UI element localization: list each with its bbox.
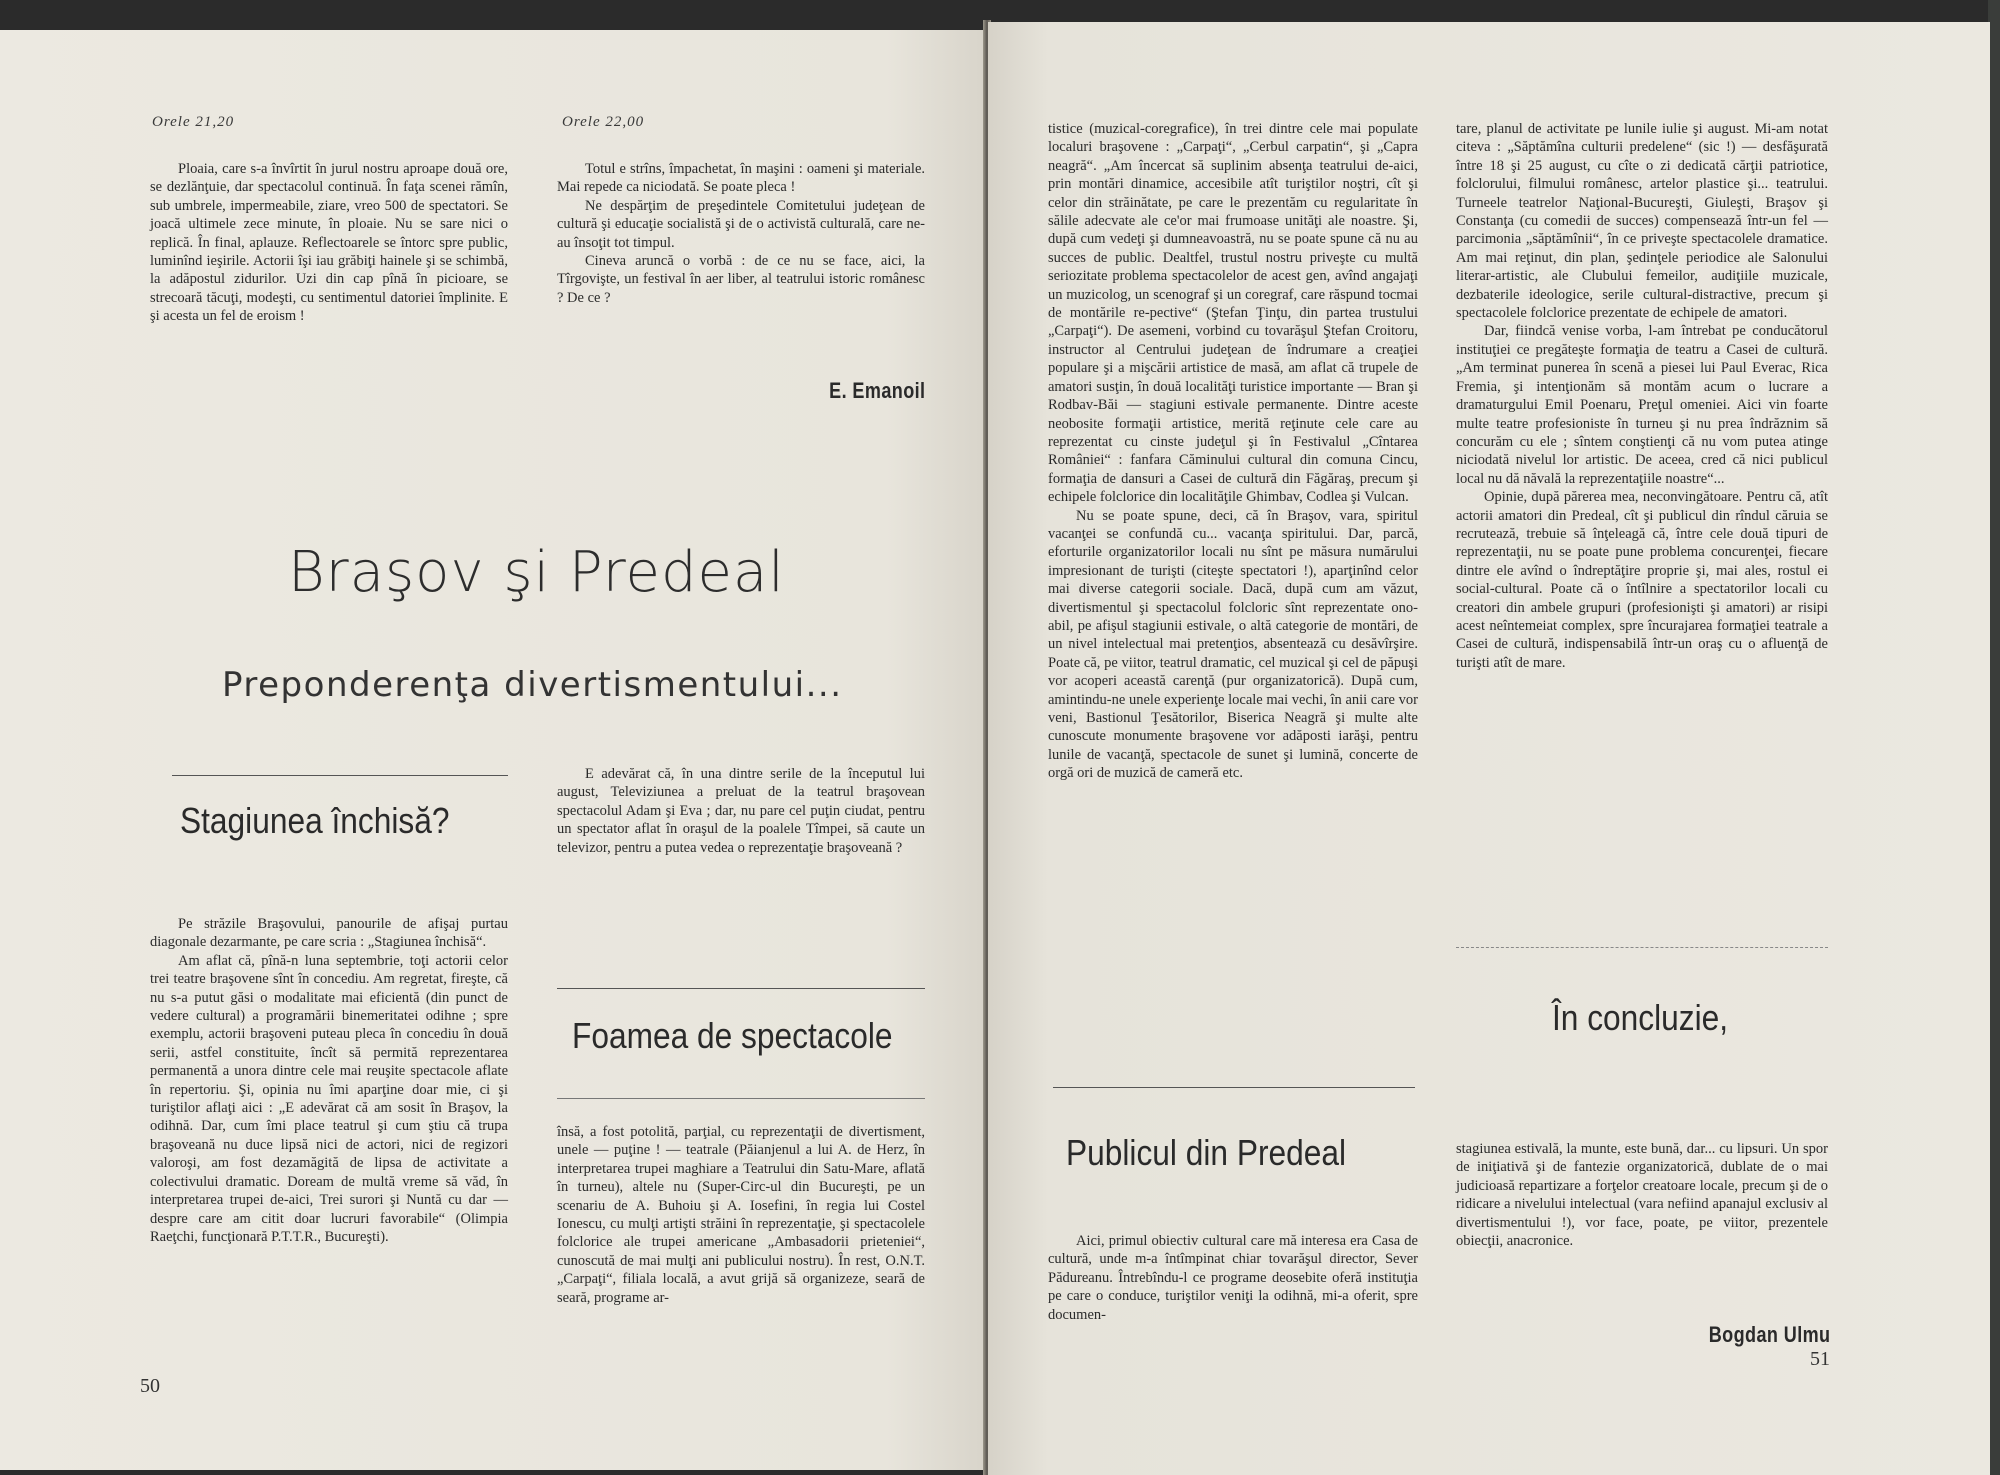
paragraph: Pe străzile Braşovului, panourile de afişaj purtau diagonale dezarmante, pe care scria : „Stagiunea închisă“.: [150, 916, 508, 951]
article-title: Braşov şi Predeal: [288, 540, 785, 605]
paragraph: Dar, fiindcă venise vorba, l-am întrebat pe conducătorul instituţiei ce pregăteşte formaţia de teatru a Casei de cultură. „Am terminat punerea în scenă a piesei lui Paul Everac, Rica Fremia, şi intenţionăm să montăm acum o lucrare a dramaturgului Emil Poenaru, Preţul omeniei. Aici vin foarte multe teatre profesioniste în turneu şi nu prea îndrăznim să concurăm cu ele ; sîntem conştienţi că nu vom putea atinge niciodată nivelul lor artistic. De aceea, cred că nici publicul local nu dă năvală la reprezentaţiile noastre“...: [1456, 323, 1828, 487]
paragraph: Opinie, după părerea mea, neconvingătoare. Pentru că, atît actorii amatori din Predeal, cît şi publicul din rîndul căruia se recrutează, trebuie să înţeleagă că, între cele două tipuri de reprezentaţii, nu se poate pune problema concurenţei, fiecare dintre ele avînd o îndreptăţire proprie şi, mai ales, rostul ei social-cultural. Poate că o întîlnire a spectatorilor locali cu creatori din ambele grupuri (profesionişti şi amatori) ar risipi acest neîntemeiat complex, spre încurajarea formaţiei teatrale a Casei de cultură, indispensabilă într-un oraş cu o afluenţă de turişti atît de mare.: [1456, 489, 1828, 671]
article-column: [1456, 1140, 1828, 1250]
section-rule: [1456, 947, 1828, 948]
paragraph: Am aflat că, pînă-n luna septembrie, toţi actorii celor trei teatre braşovene sînt în concediu. Am regretat, fireşte, că nu s-a putut găsi o modalitate mai eficientă (din punct de vedere cultural) a programării binemeritatei odihne ; spre exemplu, actorii braşoveni puteau pleca în concediu în două serii, astfel constituite, încît să permită reprezentarea permanentă a unora dintre cele mai reuşite spectacole aflate în repertoriu. Şi, opinia nu îmi aparţine doar mie, ci şi turiştilor aflaţi aici : „E adevărat că am sosit în Braşov, la odihnă. Dar, cum îmi place teatrul şi cum ştiu că trupa braşoveană nu duce lipsă nici de actori, nici de regizori valoroşi, am fost dezamăgită de lipsa de activitate a colectivului dramatic. Doream de multă vreme să văd, în interpretarea trupei de-aici, Trei surori şi Nuntă cu dar — despre care am citit doar lucruri favorabile“ (Olimpia Raeţchi, funcţionară P.T.T.R., Bucureşti).: [150, 952, 508, 1245]
paragraph: Ploaia, care s-a învîrtit în jurul nostru aproape două ore, se dezlănţuie, dar spectacolul continuă. În faţa scenei rămîn, sub umbrele, impermeabile, ziare, vreo 500 de spectatori. Se joacă ultimele zece minute, în ploaie. Nu se sare nici o replică. În final, aplauze. Reflectoarele se întorc spre public, luminînd ieşirile. Actorii îşi iau grăbiţi hainele şi se schimbă, la adăpostul zidurilor. Uzi din cap pînă în picioare, se strecoară tăcuţi, modeşti, cu sentimentul datoriei împlinite. E şi acesta un fel de eroism !: [150, 161, 508, 325]
section-rule: [557, 1098, 925, 1099]
paragraph: însă, a fost potolită, parţial, cu reprezentaţii de divertisment, unele — puţine ! — teatrale (Păianjenul a lui A. de Herz, în interpretarea trupei maghiare a Teatrului din Satu-Mare, aflată în turneu), altele nu (Super-Circ-ul din Bucureşti, pe un scenariu de A. Buhoiu şi A. Iosefini, în regia lui Costel Ionescu, cu mulţi artişti străini în reprezentaţie, şi spectacolele folclorice ale trupei americane „Ambasadorii prieteniei“, cunoscută de mai mulţi ani publicului nostru). În rest, O.N.T. „Carpaţi“, filiala locală, a avut grijă să organizeze, seară de seară, programe ar-: [557, 1124, 925, 1306]
right-page: [988, 22, 1990, 1475]
section-heading: Foamea de spectacole: [572, 1015, 893, 1056]
author-signature: E. Emanoil: [828, 378, 925, 403]
section-rule: [172, 775, 508, 776]
paragraph: Cineva aruncă o vorbă : de ce nu se face, aici, la Tîrgovişte, un festival în aer liber, al teatrului istoric românesc ? De ce ?: [557, 253, 925, 306]
paragraph: Nu se poate spune, deci, că în Braşov, vara, spiritul vacanţei se confundă cu... vacanţa spiritului. Dar, parcă, eforturile organizatorilor locali nu sînt pe măsura numărului impresionant de turişti (citeşte spectatori !), aparţinînd celor mai diverse categorii sociale. Dacă, după cum am văzut, divertismentul şi spectacolul folcloric sînt reprezentate ono-abil, pe afişul stagiunii estivale, o altă categorie de montări, de un nivel intelectual mai pretenţios, absentează cu desăvîrşire. Poate că, pe viitor, teatrul dramatic, cel muzical şi cel de păpuşi vor acoperi această carenţă (pur organizatorică). După cum, amintindu-ne unele experienţe locale mai vechi, în anii care vor veni, Bastionul Ţesătorilor, Biserica Neagră şi multe alte cunoscute monumente braşovene vor adăposti iarăşi, pentru lunile de vacanţă, spectacole de sunet şi lumină, concerte de orgă ori de muzică de cameră etc.: [1048, 507, 1418, 782]
paragraph: E adevărat că, în una dintre serile de la începutul lui august, Televiziunea a preluat de la teatrul braşovean spectacolul Adam şi Eva ; dar, nu pare cel puţin ciudat, pentru un spectator aflat în oraşul de la poalele Tîmpei, să caute un televizor, pentru a putea vedea o reprezentaţie braşoveană ?: [557, 766, 925, 856]
article-column: [1048, 1232, 1418, 1324]
paragraph: Ne despărţim de preşedintele Comitetului judeţean de cultură şi educaţie socialistă şi de o activistă culturală, care ne-au însoţit tot timpul.: [557, 197, 925, 251]
article-column: [150, 160, 508, 326]
article-column: [557, 765, 925, 857]
paragraph: stagiunea estivală, la munte, este bună, dar... cu lipsuri. Un spor de iniţiativă şi de fantezie organizatorică, dublate de o mai judicioasă repartizare a forţelor creatoare locale, precum şi de o ridicare a nivelului intelectual (vara nefiind apanajul exclusiv al divertismentului !), vor face, poate, pe viitor, prezentele obiecţii, anacronice.: [1456, 1141, 1828, 1250]
article-column: [1456, 120, 1828, 672]
running-head: Orele 22,00: [562, 114, 645, 130]
article-column: [150, 915, 508, 1246]
section-heading: Publicul din Predeal: [1066, 1132, 1347, 1173]
running-head: Orele 21,20: [152, 114, 235, 130]
page-number: 51: [1810, 1348, 1830, 1370]
article-column: [1048, 120, 1418, 783]
author-signature: Bogdan Ulmu: [1708, 1322, 1830, 1347]
paragraph: tistice (muzical-coregrafice), în trei dintre cele mai populate localuri braşovene : „Carpaţi“, „Cerbul carpatin“, şi „Capra neagră“. „Am încercat să suplinim absenţa teatrului de-aici, prin montări dinamice, accesibile atît turiştilor noştri, cît şi celor din străinătate, pe care le prezentăm cu regularitate în sălile adecvate ale ce'or mai frumoase unităţi ale noastre. Şi, după cum vedeţi şi dumneavoastră, nu se poate spune că nu au succes de public. Dealtfel, trustul nostru priveşte cu multă seriozitate problema spectacolelor de acest gen, avînd angajaţi un muzicolog, un scenograf şi un coregraf, care răspund tocmai de montările re-pective“ (Ştefan Ţinţu, din partea trustului „Carpaţi“). De asemeni, vorbind cu tovarăşul Ştefan Croitoru, instructor al Centrului judeţean de îndrumare a creaţiei populare şi a mişcării artistice de masă, am aflat că trupele de amatori susţin, în două localităţi turistice importante — Bran şi Rodbav-Băi — stagiuni estivale permanente. Dintre aceste neobosite formaţii artistice, merită reţinute cele care au reprezentat cu cinste judeţul şi în Festivalul „Cîntarea României“ : fanfara Căminului cultural din comuna Cincu, formaţia de dansuri a Casei de cultură din Făgăraş, precum şi echipele folclorice din localităţile Ghimbav, Codlea şi Vulcan.: [1048, 121, 1418, 506]
article-column: [557, 160, 925, 307]
paragraph: tare, planul de activitate pe lunile iulie şi august. Mi-am notat citeva : „Săptămîna culturii predelene“ (sic !) — desfăşurată între 18 şi 25 august, cu cîte o zi dedicată cărţii patriotice, folclorului, filmului românesc, artelor plastice şi... teatrului. Turneele teatrelor Naţional-Bucureşti, Giuleşti, Braşov şi Constanţa (cu comedii de succes) compensează într-un fel — parcimonia „săptămînii“, în ce priveşte spectacolele dramatice. Am mai reţinut, din plan, şedinţele periodice ale Salonului literar-artistic, ale Clubului femeilor, audiţiile muzicale, dezbaterile ideologice, serile cultural-distractive, precum şi spectacolele folclorice prezentate de echipele de amatori.: [1456, 121, 1828, 322]
section-rule: [1053, 1087, 1415, 1088]
article-subtitle: Preponderenţa divertismentului...: [222, 665, 843, 705]
section-rule: [557, 988, 925, 989]
left-page: [0, 30, 985, 1470]
section-heading: Stagiunea închisă?: [180, 800, 450, 841]
paragraph: Aici, primul obiectiv cultural care mă interesa era Casa de cultură, unde m-a întîmpinat chiar tovarăşul director, Sever Pădureanu. Întrebîndu-l ce programe deosebite oferă instituţia pe care o conduce, turiştilor veniţi la odihnă, mi-a oferit, spre documen-: [1048, 1233, 1418, 1323]
page-number: 50: [140, 1375, 160, 1397]
paragraph: Totul e strîns, împachetat, în maşini : oameni şi materiale. Mai repede ca niciodată. Se poate pleca !: [557, 161, 925, 196]
article-column: [557, 1123, 925, 1307]
section-heading: În concluzie,: [1552, 997, 1729, 1038]
